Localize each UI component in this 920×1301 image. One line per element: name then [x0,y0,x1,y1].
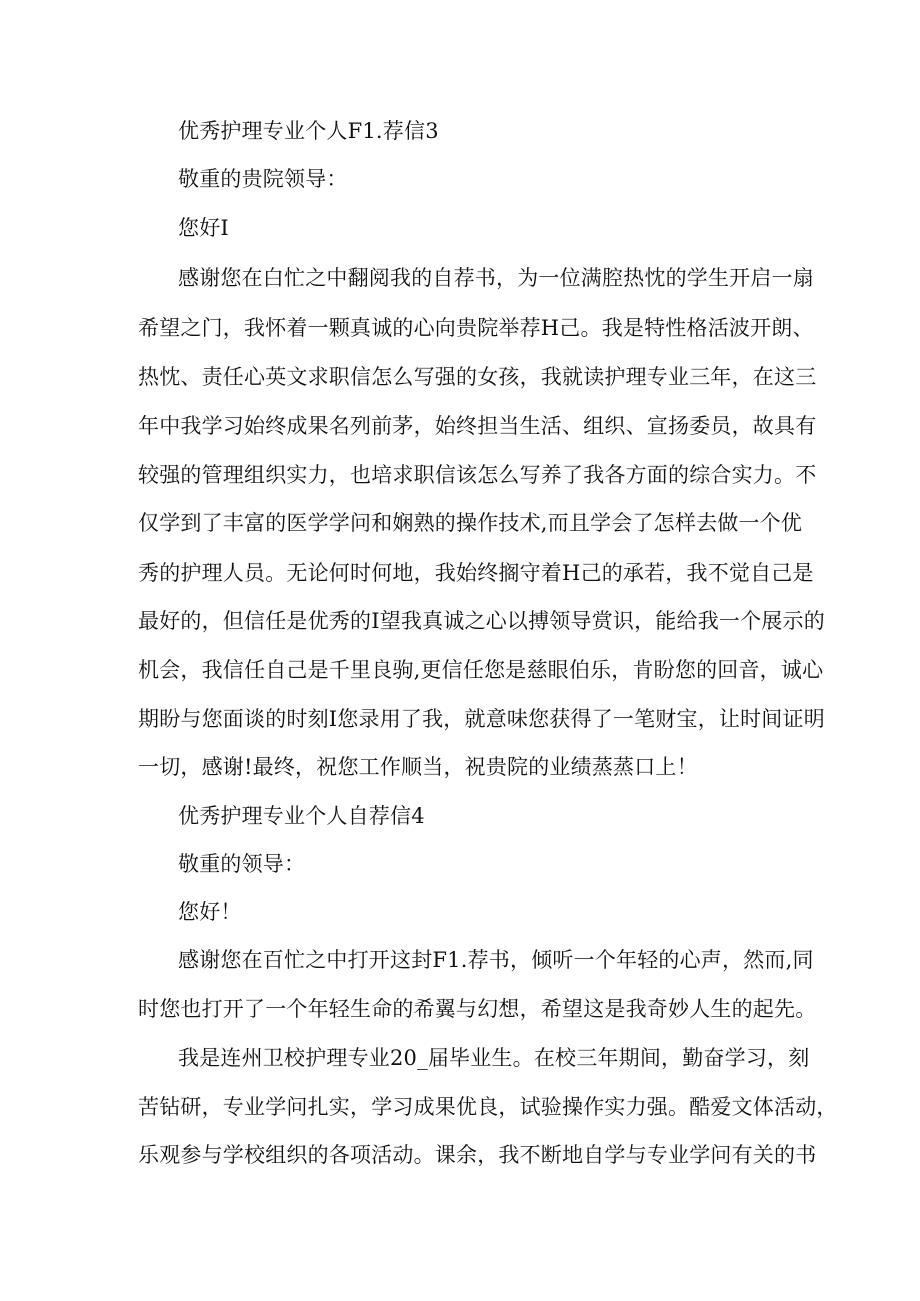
letter3-salutation: 敬重的贵院领导： [178,167,348,191]
letter4-salutation: 敬重的领导： [178,852,306,876]
letter3-body-line: 较强的管理组织实力，也培求职信该怎么写养了我各方面的综合实力。不 [138,463,817,487]
letter3-body-line: 感谢您在白忙之中翻阅我的自荐书，为一位满腔热忱的学生开启一扇 [178,266,814,290]
letter3-body-line: 期盼与您面谈的时刻I您录用了我，就意味您获得了一笔财宝，让时间证明 [138,707,825,731]
letter4-body-line: 乐观参与学校组织的各项活动。课余，我不断地自学与专业学问有关的书 [138,1143,817,1167]
letter4-title: 优秀护理专业个人自荐信4 [178,804,425,828]
letter4-body-line: 苦钻研，专业学问扎实，学习成果优良，试验操作实力强。酷爱文体活动， [138,1095,838,1119]
letter3-body-line: 一切，感谢!最终，祝您工作顺当，祝贵院的业绩蒸蒸口上！ [138,755,698,779]
letter4-body-line: 我是连州卫校护理专业20_届毕业生。在校三年期间，勤奋学习，刻 [178,1046,810,1070]
letter3-title: 优秀护理专业个人F1.荐信3 [178,119,439,143]
letter3-body-line: 仅学到了丰富的医学学问和娴熟的操作技术,而且学会了怎样去做一个优 [138,511,803,535]
letter3-body-line: 热忱、责任心英文求职信怎么写强的女孩，我就读护理专业三年，在这三 [138,365,817,389]
letter3-body-line: 最好的，但信任是优秀的I望我真诚之心以搏领导赏识，能给我一个展示的 [138,609,825,633]
letter4-body-line: 时您也打开了一个年轻生命的希翼与幻想，希望这是我奇妙人生的起先。 [138,997,817,1021]
letter3-body-line: 年中我学习始终成果名列前茅，始终担当生活、组织、宣扬委员，故具有 [138,414,817,438]
letter3-greeting: 您好I [178,216,229,240]
letter4-body-line: 感谢您在百忙之中打开这封F1.荐书，倾听一个年轻的心声，然而,同 [178,948,814,972]
letter3-body-line: 希望之门，我怀着一颗真诚的心向贵院举荐H己。我是特性格活波开朗、 [138,316,814,340]
letter3-body-line: 秀的护理人员。无论何时何地，我始终搁守着H己的承若，我不觉自己是 [138,561,814,585]
letter4-greeting: 您好！ [178,900,242,924]
letter3-body-line: 机会，我信任自己是千里良驹,更信任您是慈眼伯乐，肯盼您的回音，诚心 [138,658,824,682]
